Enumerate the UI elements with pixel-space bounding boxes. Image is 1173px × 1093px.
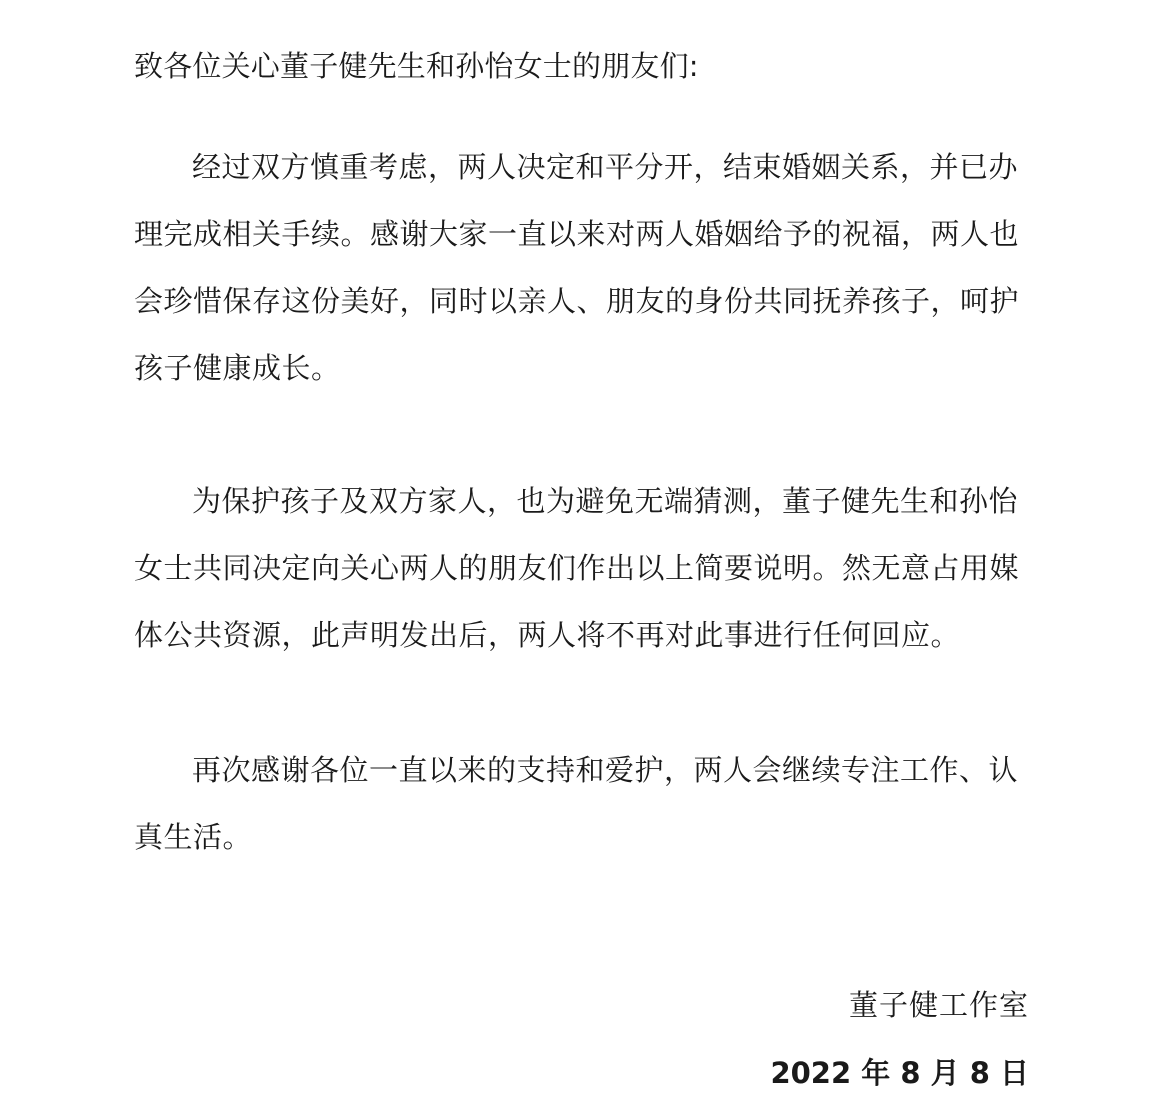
statement-document: [134, 0, 1029, 1091]
paragraph-1-line-3: 会珍惜保存这份美好，同时以亲人、朋友的身份共同抚养孩子，呵护: [134, 284, 1020, 318]
paragraph-2-line-2: 女士共同决定向关心两人的朋友们作出以上简要说明。然无意占用媒: [134, 551, 1020, 585]
paragraph-1-line-1: 经过双方慎重考虑，两人决定和平分开，结束婚姻关系，并已办: [192, 150, 1019, 184]
paragraph-3-line-1: 再次感谢各位一直以来的支持和爱护，两人会继续专注工作、认: [192, 753, 1019, 787]
signature: 董子健工作室: [848, 988, 1029, 1022]
paragraph-2-line-3: 体公共资源，此声明发出后，两人将不再对此事进行任何回应。: [134, 618, 961, 652]
salutation: 致各位关心董子健先生和孙怡女士的朋友们:: [134, 49, 699, 83]
paragraph-1-line-4: 孩子健康成长。: [134, 351, 341, 385]
date: 2022 年 8 月 8 日: [770, 1056, 1029, 1090]
paragraph-1-line-2: 理完成相关手续。感谢大家一直以来对两人婚姻给予的祝福，两人也: [134, 217, 1020, 251]
paragraph-3-line-2: 真生活。: [134, 820, 253, 854]
paragraph-2-line-1: 为保护孩子及双方家人，也为避免无端猜测，董子健先生和孙怡: [192, 484, 1019, 518]
